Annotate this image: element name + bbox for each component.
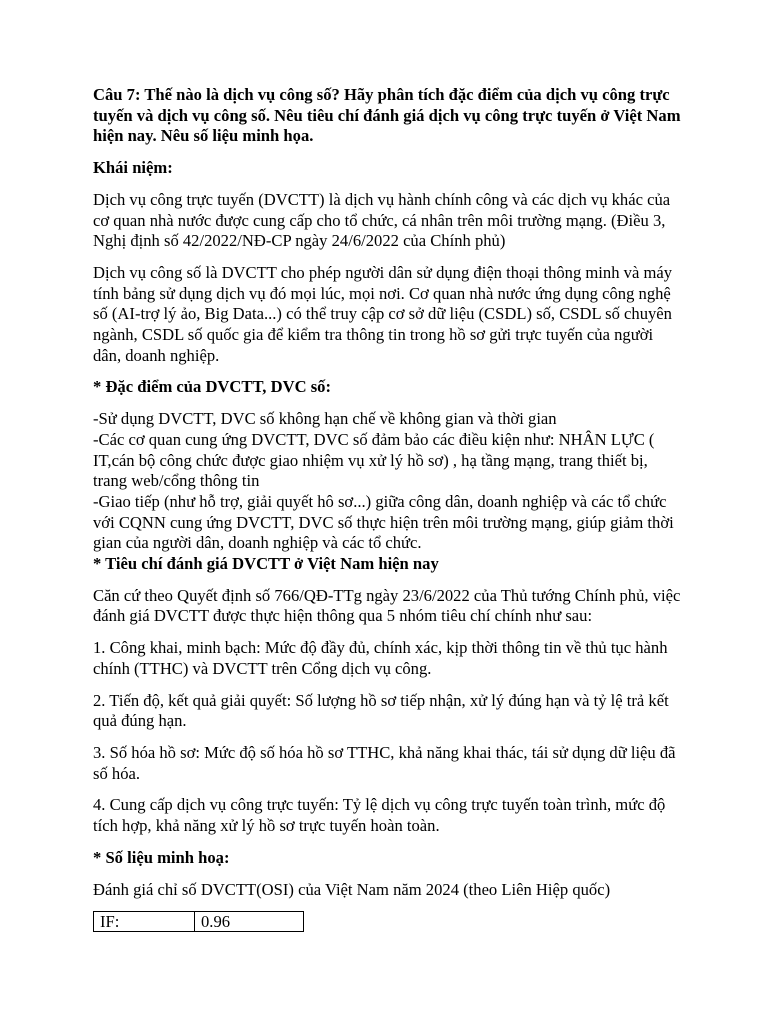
data-heading: * Số liệu minh hoạ: (93, 847, 230, 867)
question-heading: Câu 7: Thế nào là dịch vụ công số? Hãy phân tích đặc điểm của dịch vụ công trực tuyến và dịch vụ công số. Nêu tiêu chí đánh giá dịch vụ công trực tuyến ở Việt Nam hiện nay. Nêu số liệu minh họa. (93, 85, 681, 146)
document-page (93, 85, 685, 932)
criteria-item-2: 2. Tiến độ, kết quả giải quyết: Số lượng hồ sơ tiếp nhận, xử lý đúng hạn và tỷ lệ trả kết quả đúng hạn. (93, 690, 669, 731)
feature-item: -Sử dụng DVCTT, DVC số không hạn chế về không gian và thời gian (93, 409, 557, 429)
data-intro: Đánh giá chỉ số DVCTT(OSI) của Việt Nam năm 2024 (theo Liên Hiệp quốc) (93, 879, 611, 899)
osi-table (93, 911, 304, 932)
criteria-item-3: 3. Số hóa hồ sơ: Mức độ số hóa hồ sơ TTHC, khả năng khai thác, tái sử dụng dữ liệu đã số hóa. (93, 742, 676, 783)
feature-item: -Các cơ quan cung ứng DVCTT, DVC số đảm bảo các điều kiện như: NHÂN LỰC ( IT,cán bộ công chức được giao nhiệm vụ xử lý hồ sơ) , hạ tầng mạng, trang thiết bị, trang web/cổng thông tin (93, 429, 655, 491)
table-cell-label: IF: (94, 912, 195, 932)
features-list (93, 409, 685, 554)
criteria-heading: * Tiêu chí đánh giá DVCTT ở Việt Nam hiện nay (93, 554, 439, 574)
criteria-item-1: 1. Công khai, minh bạch: Mức độ đầy đủ, chính xác, kịp thời thông tin về thủ tục hành chính (TTHC) và DVCTT trên Cổng dịch vụ công. (93, 638, 668, 678)
concept-heading: Khái niệm: (93, 158, 173, 178)
criteria-intro: Căn cứ theo Quyết định số 766/QĐ-TTg ngày 23/6/2022 của Thủ tướng Chính phủ, việc đánh giá DVCTT được thực hiện thông qua 5 nhóm tiêu chí chính như sau: (93, 585, 681, 626)
concept-paragraph-2: Dịch vụ công số là DVCTT cho phép người dân sử dụng điện thoại thông minh và máy tính bảng sử dụng dịch vụ đó mọi lúc, mọi nơi. Cơ quan nhà nước ứng dụng công nghệ số (AI-trợ lý ảo, Big Data...) có thể truy cập cơ sở dữ liệu (CSDL) số, CSDL số chuyên ngành, CSDL số quốc gia để kiểm tra thông tin trong hồ sơ gửi trực tuyến của người dân, doanh nghiệp. (93, 262, 673, 365)
criteria-item-4: 4. Cung cấp dịch vụ công trực tuyến: Tỷ lệ dịch vụ công trực tuyến toàn trình, mức độ tích hợp, khả năng xử lý hồ sơ trực tuyến hoàn toàn. (93, 795, 666, 836)
table-row (94, 912, 304, 932)
feature-item: -Giao tiếp (như hỗ trợ, giải quyết hô sơ...) giữa công dân, doanh nghiệp và các tổ chức với CQNN cung ứng DVCTT, DVC số thực hiện trên môi trường mạng, giúp giảm thời gian của người dân, doanh nghiệp và các tổ chức. (93, 491, 674, 553)
concept-paragraph-1: Dịch vụ công trực tuyến (DVCTT) là dịch vụ hành chính công và các dịch vụ khác của cơ quan nhà nước được cung cấp cho tổ chức, cá nhân trên môi trường mạng. (Điều 3, Nghị định số 42/2022/NĐ-CP ngày 24/6/2022 của Chính phủ) (93, 189, 671, 251)
features-heading: * Đặc điểm của DVCTT, DVC số: (93, 377, 331, 397)
table-cell-value: 0.96 (195, 912, 304, 932)
